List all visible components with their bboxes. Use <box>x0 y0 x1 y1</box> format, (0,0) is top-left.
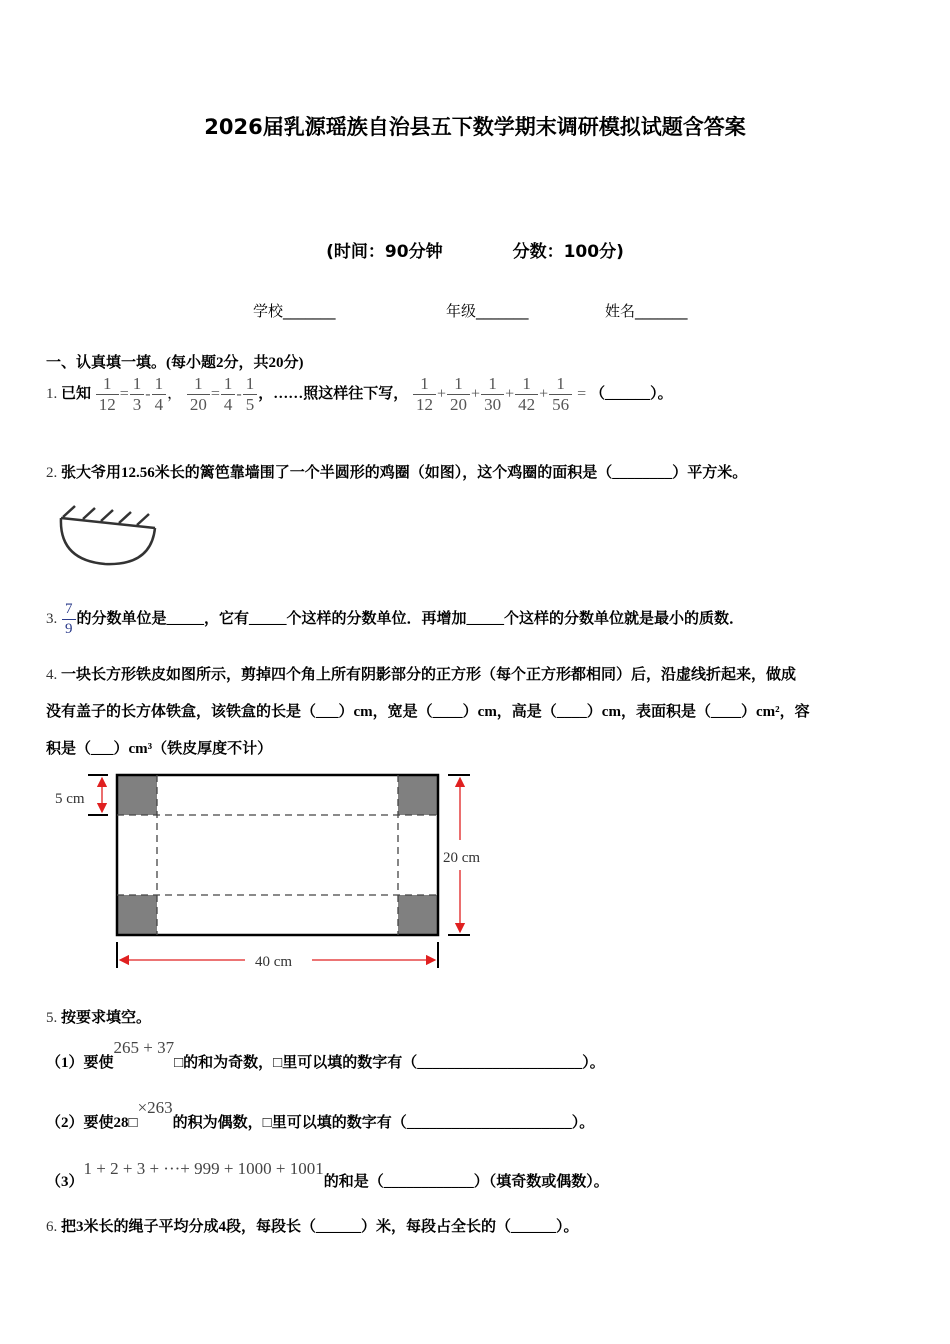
question-text: 把3米长的绳子平均分成4段，每段长（______）米，每段占全长的（______）。 <box>61 1219 579 1235</box>
math-expression: ×263 <box>137 1098 173 1117</box>
question-5-part-3: （3）1 + 2 + 3 + ···+ 999 + 1000 + 1001的和是（____________）（填奇数或偶数）。 <box>46 1159 609 1190</box>
question-2: 2. 张大爷用12.56米长的篱笆靠墙围了一个半圆形的鸡圈（如图），这个鸡圈的面积是（________）平方米。 <box>46 465 748 481</box>
rectangle-sheet-figure <box>50 770 500 975</box>
svg-text:20 cm: 20 cm <box>443 850 481 866</box>
fraction: $\frac{7}{9}$ <box>62 600 76 639</box>
question-text: 没有盖子的长方体铁盒，该铁盒的长是（___）cm，宽是（____）cm，高是（____）cm，表面积是（____）cm²，容 <box>46 704 810 720</box>
fraction: $\frac{1}{42}$ <box>515 374 538 415</box>
fraction: $\frac{1}{4}$ <box>152 374 167 415</box>
fraction: $\frac{1}{3}$ <box>130 374 145 415</box>
grade-field: 年级_______ <box>446 302 529 320</box>
question-text: 一块长方形铁皮如图所示，剪掉四个角上所有阴影部分的正方形（每个正方形都相同）后，沿虚线折起来，做成 <box>61 667 797 683</box>
fraction: $\frac{1}{56}$ <box>549 374 572 415</box>
question-text: 积是（___）cm³（铁皮厚度不计） <box>46 741 273 757</box>
question-6: 6. 把3米长的绳子平均分成4段，每段长（______）米，每段占全长的（______）。 <box>46 1219 579 1235</box>
fraction: $\frac{1}{30}$ <box>481 374 504 415</box>
exam-score: 分数：100分) <box>512 242 624 262</box>
question-number: 1. <box>46 385 58 402</box>
question-text: 张大爷用12.56米长的篱笆靠墙围了一个半圆形的鸡圈（如图），这个鸡圈的面积是（________）平方米。 <box>61 465 748 481</box>
question-5: 5. 按要求填空。 <box>46 1010 152 1026</box>
question-3: 3. $\frac{7}{9}$ 的分数单位是_____，它有_____个这样的分数单位．再增加_____个这样的分数单位就是最小的质数． <box>46 601 745 637</box>
semicircle-coop-figure <box>55 500 165 572</box>
math-expression: 1 + 2 + 3 + ···+ 999 + 1000 + 1001 <box>83 1159 324 1178</box>
page-title: 2026届乳源瑶族自治县五下数学期末调研模拟试题含答案 <box>204 115 746 139</box>
svg-text:5 cm: 5 cm <box>55 791 85 807</box>
question-text: ，……照这样往下写， <box>258 385 409 402</box>
question-5-part-1: （1）要使265 + 37□的和为奇数，□里可以填的数字有（______________________）。 <box>46 1038 605 1071</box>
exam-time: (时间：90分钟 <box>326 242 443 262</box>
question-4: 4. 一块长方形铁皮如图所示，剪掉四个角上所有阴影部分的正方形（每个正方形都相同）后，沿虚线折起来，做成 <box>46 667 797 683</box>
fraction: $\frac{1}{20}$ <box>447 374 470 415</box>
question-text: 按要求填空。 <box>61 1010 152 1026</box>
question-5-part-2: （2）要使28□×263的积为偶数，□里可以填的数字有（______________________）。 <box>46 1098 595 1131</box>
name-field: 姓名_______ <box>605 302 688 320</box>
exam-meta <box>0 237 950 262</box>
fraction: $\frac{1}{4}$ <box>221 374 236 415</box>
section-heading: 一、认真填一填。(每小题2分，共20分) <box>46 355 304 371</box>
answer-blank: （______）。 <box>590 385 673 402</box>
question-1: 1. 已知 $\frac{1}{12}$ = $\frac{1}{3}$ - $\frac{1}{4}$ ， $\frac{1}{20}$ = $\frac{1}{4}$ - $\frac{1}{5}$ ，……照这样往下写， $\frac{1}{12}$ + $\frac{1}{20}$ + $\frac{1}{30}$ + $\frac{1}{42}$ + $\frac{1}{56}$ = （______）。 <box>46 374 673 414</box>
svg-text:40 cm: 40 cm <box>255 954 293 970</box>
question-text: 的分数单位是_____，它有_____个这样的分数单位．再增加_____个这样的分数单位就是最小的质数． <box>76 610 745 627</box>
fraction: $\frac{1}{5}$ <box>243 374 258 415</box>
school-field: 学校_______ <box>253 302 336 320</box>
fraction: $\frac{1}{12}$ <box>413 374 436 415</box>
math-expression: 265 + 37 <box>113 1038 175 1057</box>
fraction: $\frac{1}{20}$ <box>187 374 210 415</box>
question-text: 已知 <box>61 385 92 402</box>
fraction: $\frac{1}{12}$ <box>96 374 119 415</box>
